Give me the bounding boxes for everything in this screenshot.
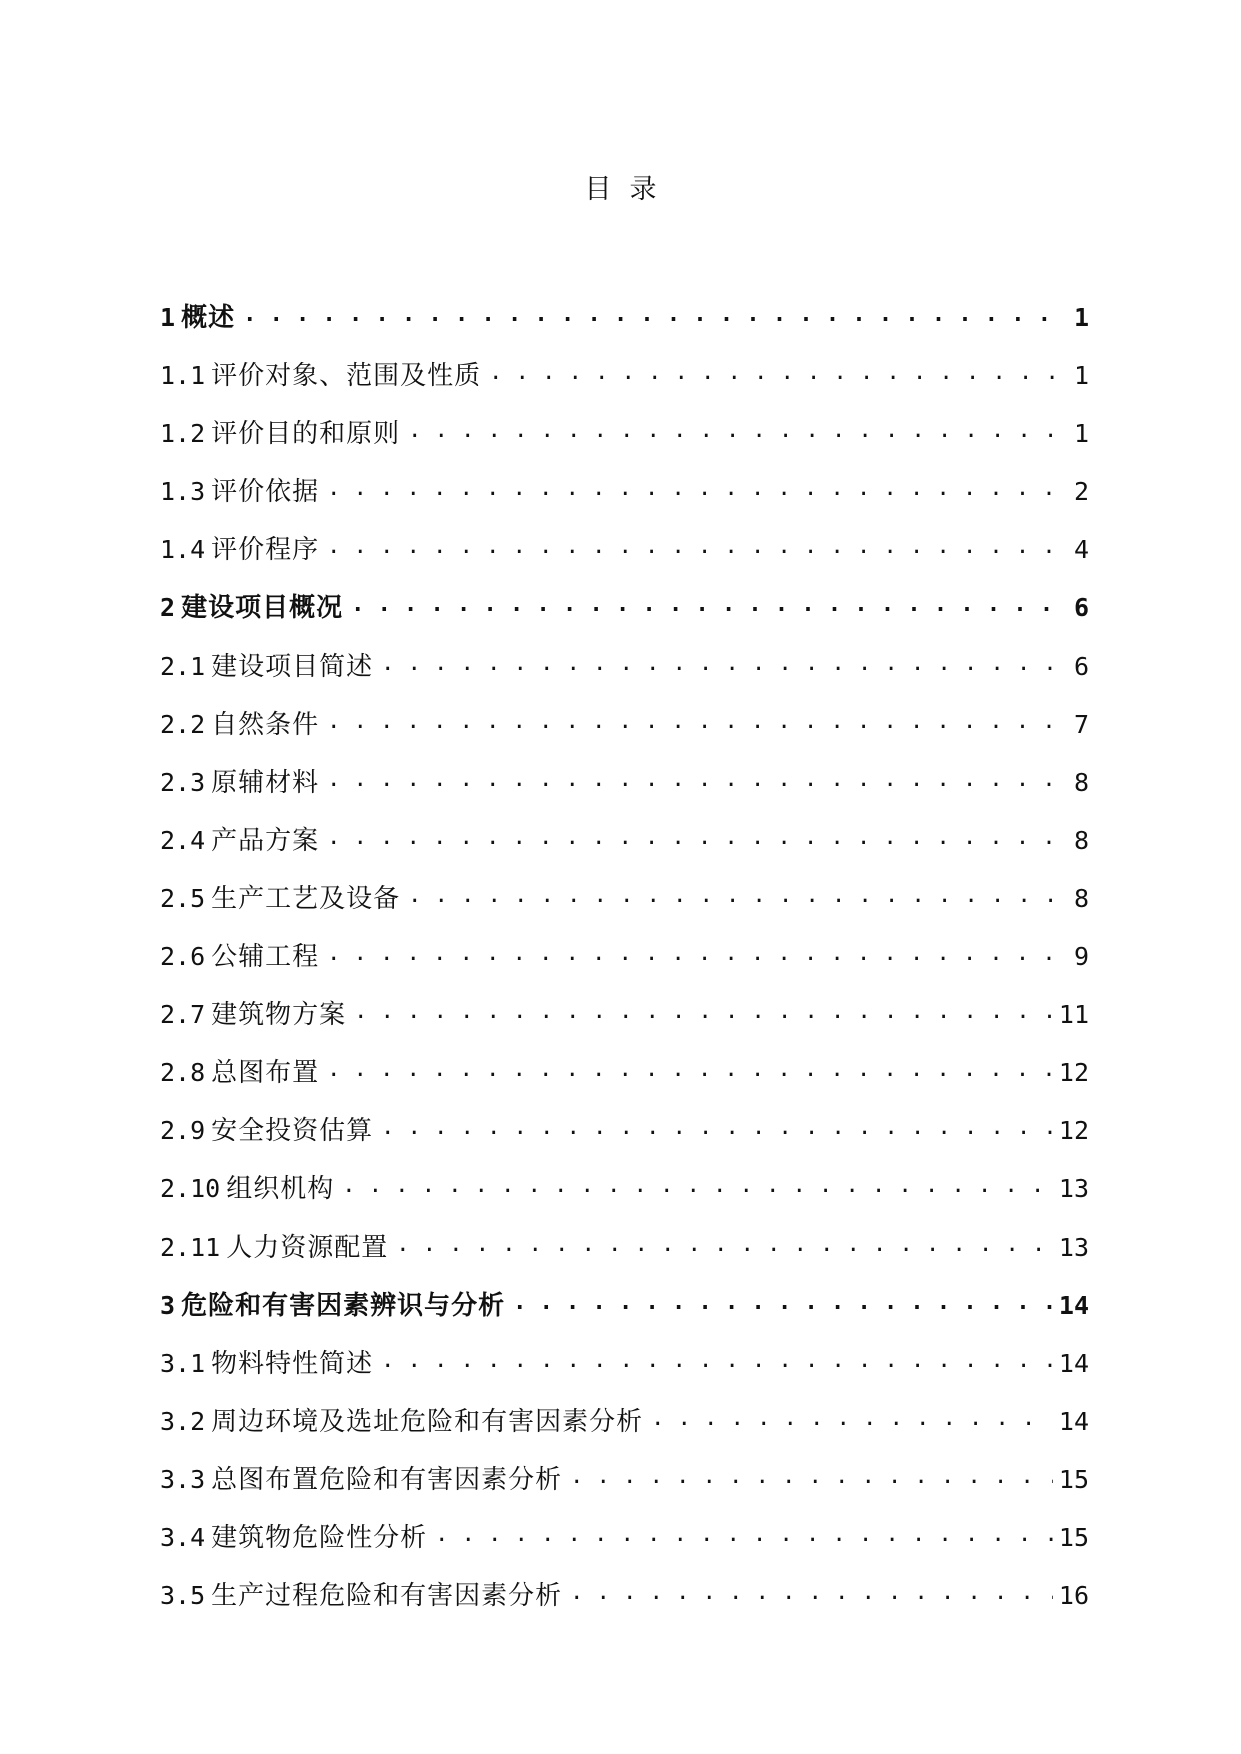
- toc-dot-leader: [435, 1520, 1053, 1546]
- toc-entry-title: 自然条件: [211, 709, 320, 740]
- toc-entry-number: 2.9: [160, 1116, 206, 1146]
- toc-entry-number: 2.10: [160, 1174, 221, 1204]
- toc-entry-number: 3: [160, 1290, 176, 1320]
- toc-entry-title: 建筑物危险性分析: [211, 1522, 428, 1553]
- toc-entry[interactable]: [160, 823, 1089, 881]
- toc-entry-number: 3.1: [160, 1348, 206, 1378]
- toc-dot-leader: [570, 1462, 1053, 1488]
- toc-entry-page: 11: [1058, 1000, 1089, 1030]
- toc-entry-title: 组织机构: [226, 1174, 335, 1205]
- toc-entry-title: 安全投资估算: [211, 1116, 374, 1147]
- page-title: 目录: [584, 174, 675, 205]
- toc-entry-title: 评价目的和原则: [211, 419, 401, 450]
- toc-entry-number: 1.4: [160, 535, 206, 565]
- toc-entry-title: 产品方案: [211, 825, 320, 856]
- toc-dot-leader: [408, 881, 1068, 907]
- toc-entry-page: 4: [1073, 535, 1089, 565]
- toc-dot-leader: [327, 707, 1068, 733]
- toc-entry-title: 公辅工程: [211, 942, 320, 973]
- toc-entry-page: 14: [1058, 1290, 1089, 1320]
- toc-entry[interactable]: [160, 939, 1089, 997]
- toc-dot-leader: [243, 300, 1068, 326]
- toc-entry-number: 2.8: [160, 1058, 206, 1088]
- toc-entry-number: 2.3: [160, 767, 206, 797]
- toc-entry-page: 1: [1073, 303, 1089, 332]
- toc-entry-number: 2.11: [160, 1232, 221, 1262]
- toc-entry-page: 14: [1058, 1406, 1089, 1436]
- toc-entry-number: 2.6: [160, 942, 206, 972]
- toc-dot-leader: [396, 1230, 1053, 1256]
- toc-entry[interactable]: [160, 881, 1089, 939]
- toc-entry[interactable]: [160, 532, 1089, 590]
- toc-dot-leader: [381, 649, 1068, 675]
- toc-entry-title: 评价依据: [211, 477, 320, 508]
- toc-dot-leader: [327, 765, 1068, 791]
- toc-entry-number: 1: [160, 303, 176, 332]
- toc-entry-number: 2.1: [160, 651, 206, 681]
- toc-dot-leader: [327, 823, 1068, 849]
- table-of-contents: [160, 300, 1089, 1636]
- toc-entry-number: 2: [160, 593, 176, 623]
- toc-entry-page: 9: [1073, 942, 1089, 972]
- toc-entry-title: 评价程序: [211, 535, 320, 566]
- toc-entry[interactable]: [160, 1346, 1089, 1404]
- toc-entry[interactable]: [160, 1288, 1089, 1346]
- toc-entry-page: 8: [1073, 883, 1089, 913]
- toc-dot-leader: [327, 1055, 1053, 1081]
- toc-entry-title: 原辅材料: [211, 767, 320, 798]
- toc-entry-title: 周边环境及选址危险和有害因素分析: [211, 1406, 644, 1437]
- toc-entry-number: 3.4: [160, 1522, 206, 1552]
- toc-entry-page: 1: [1073, 361, 1089, 391]
- toc-dot-leader: [351, 590, 1068, 616]
- toc-entry-number: 2.4: [160, 825, 206, 855]
- toc-entry[interactable]: [160, 1578, 1089, 1636]
- toc-dot-leader: [513, 1288, 1053, 1314]
- toc-entry-number: 1.3: [160, 477, 206, 507]
- toc-entry-page: 1: [1073, 419, 1089, 449]
- toc-entry-title: 生产过程危险和有害因素分析: [211, 1581, 563, 1612]
- toc-entry[interactable]: [160, 1230, 1089, 1288]
- toc-dot-leader: [327, 474, 1068, 500]
- toc-entry-title: 建筑物方案: [211, 1000, 347, 1031]
- toc-entry-title: 总图布置: [211, 1058, 320, 1089]
- toc-entry-page: 14: [1058, 1348, 1089, 1378]
- toc-entry-page: 13: [1058, 1174, 1089, 1204]
- toc-entry-title: 建设项目概况: [181, 593, 344, 624]
- toc-dot-leader: [381, 1113, 1053, 1139]
- toc-entry-page: 6: [1073, 651, 1089, 681]
- toc-dot-leader: [327, 939, 1068, 965]
- toc-entry-page: 12: [1058, 1058, 1089, 1088]
- toc-entry[interactable]: [160, 474, 1089, 532]
- toc-entry[interactable]: [160, 1462, 1089, 1520]
- toc-entry-page: 15: [1058, 1464, 1089, 1494]
- toc-dot-leader: [570, 1578, 1053, 1604]
- toc-entry[interactable]: [160, 1113, 1089, 1171]
- toc-entry-page: 16: [1058, 1581, 1089, 1611]
- toc-entry-page: 8: [1073, 825, 1089, 855]
- toc-entry[interactable]: [160, 649, 1089, 707]
- toc-entry-number: 2.2: [160, 709, 206, 739]
- toc-entry-page: 8: [1073, 767, 1089, 797]
- toc-entry-number: 1.2: [160, 419, 206, 449]
- toc-entry[interactable]: [160, 416, 1089, 474]
- toc-entry-page: 6: [1073, 593, 1089, 623]
- toc-entry-number: 1.1: [160, 361, 206, 391]
- toc-dot-leader: [354, 997, 1053, 1023]
- toc-dot-leader: [381, 1346, 1053, 1372]
- toc-entry[interactable]: [160, 1171, 1089, 1229]
- toc-entry-title: 概述: [181, 303, 236, 333]
- toc-entry[interactable]: [160, 1520, 1089, 1578]
- toc-dot-leader: [651, 1404, 1053, 1430]
- toc-entry[interactable]: [160, 707, 1089, 765]
- toc-entry[interactable]: [160, 300, 1089, 358]
- toc-entry[interactable]: [160, 358, 1089, 416]
- toc-entry-page: 15: [1058, 1522, 1089, 1552]
- toc-entry[interactable]: [160, 1404, 1089, 1462]
- toc-entry-title: 危险和有害因素辨识与分析: [181, 1290, 506, 1321]
- toc-dot-leader: [342, 1171, 1053, 1197]
- toc-entry-page: 13: [1058, 1232, 1089, 1262]
- toc-dot-leader: [327, 532, 1068, 558]
- toc-dot-leader: [408, 416, 1068, 442]
- toc-entry[interactable]: [160, 765, 1089, 823]
- toc-entry-number: 3.3: [160, 1464, 206, 1494]
- toc-entry-number: 2.5: [160, 883, 206, 913]
- toc-entry-number: 3.5: [160, 1581, 206, 1611]
- toc-entry-title: 生产工艺及设备: [211, 883, 401, 914]
- toc-entry-page: 2: [1073, 477, 1089, 507]
- toc-entry[interactable]: [160, 590, 1089, 648]
- toc-entry-title: 建设项目简述: [211, 651, 374, 682]
- toc-entry-page: 7: [1073, 709, 1089, 739]
- toc-entry[interactable]: [160, 1055, 1089, 1113]
- toc-entry-page: 12: [1058, 1116, 1089, 1146]
- toc-entry[interactable]: [160, 997, 1089, 1055]
- toc-entry-title: 物料特性简述: [211, 1348, 374, 1379]
- toc-entry-title: 总图布置危险和有害因素分析: [211, 1464, 563, 1495]
- toc-dot-leader: [489, 358, 1068, 384]
- toc-entry-number: 2.7: [160, 1000, 206, 1030]
- toc-entry-title: 人力资源配置: [226, 1232, 389, 1263]
- toc-entry-number: 3.2: [160, 1406, 206, 1436]
- toc-entry-title: 评价对象、范围及性质: [211, 361, 482, 392]
